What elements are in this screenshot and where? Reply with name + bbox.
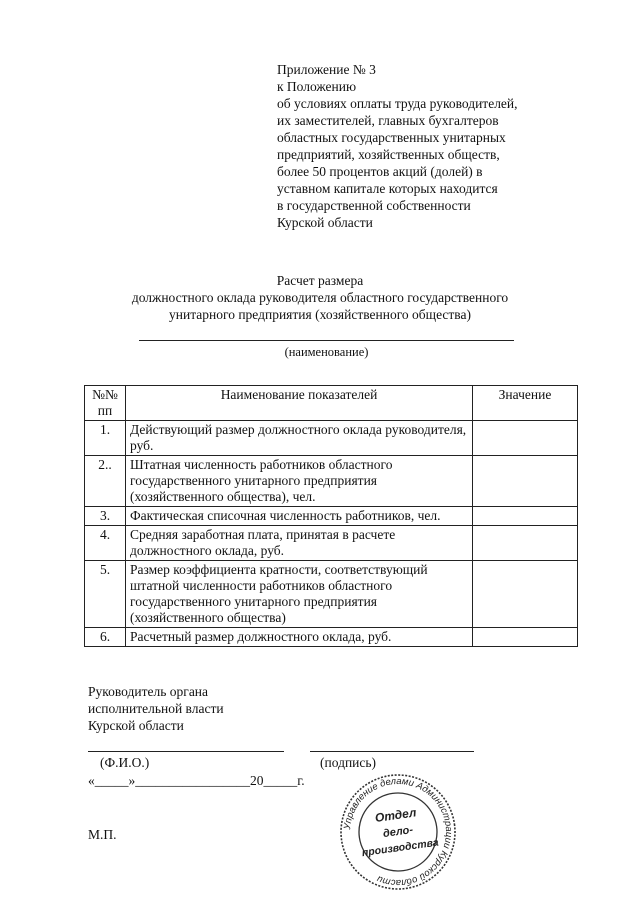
title-line: унитарного предприятия (хозяйственного общества) xyxy=(169,307,471,322)
signer-line: Курской области xyxy=(88,718,184,733)
signer-line: Руководитель органа xyxy=(88,684,209,699)
row-value xyxy=(473,507,578,526)
row-value xyxy=(473,421,578,456)
indicators-table xyxy=(84,385,578,647)
date-line: «_____»_________________20_____г. xyxy=(88,773,305,788)
name-underline xyxy=(139,340,514,341)
stamp-center-line: Отдел xyxy=(374,805,418,825)
annex-line: в государственной собственности xyxy=(277,198,471,213)
signer-block xyxy=(88,683,224,734)
annex-line: более 50 процентов акций (долей) в xyxy=(277,164,483,179)
stamp-center-line: дело- xyxy=(382,823,414,841)
table-row xyxy=(85,507,578,526)
row-number: 2.. xyxy=(85,456,126,507)
annex-block xyxy=(277,61,617,231)
row-value xyxy=(473,628,578,647)
row-value xyxy=(473,456,578,507)
name-caption: (наименование) xyxy=(284,345,369,359)
row-number: 3. xyxy=(85,507,126,526)
stamp-center-line: производства xyxy=(361,836,440,860)
annex-line: к Положению xyxy=(277,79,357,94)
row-number: 4. xyxy=(85,526,126,561)
table-row xyxy=(85,561,578,628)
row-value xyxy=(473,526,578,561)
row-number: 6. xyxy=(85,628,126,647)
title-line: Расчет размера xyxy=(276,273,364,288)
stamp-ring-text: Управление делами Администрации Курской области xyxy=(342,775,455,889)
table-row xyxy=(85,421,578,456)
annex-line: областных государственных унитарных xyxy=(277,130,506,145)
annex-line: уставном капитале которых находится xyxy=(277,181,498,196)
row-label: Действующий размер должностного оклада руководителя, руб. xyxy=(126,421,473,456)
row-label: Штатная численность работников областного государственного унитарного предприятия (хозяйственного общества), чел. xyxy=(126,456,473,507)
row-label: Размер коэффициента кратности, соответствующий штатной численности работников областного государственного унитарного предприятия (хозяйственного общества) xyxy=(126,561,473,628)
table-row xyxy=(85,628,578,647)
fio-underline xyxy=(88,751,284,752)
annex-line: предприятий, хозяйственных обществ, xyxy=(277,147,500,162)
header-indicator: Наименование показателей xyxy=(126,386,473,421)
row-label: Фактическая списочная численность работников, чел. xyxy=(126,507,473,526)
annex-line: Приложение № 3 xyxy=(277,62,376,77)
header-value: Значение xyxy=(473,386,578,421)
row-number: 1. xyxy=(85,421,126,456)
row-value xyxy=(473,561,578,628)
annex-line: Курской области xyxy=(277,215,373,230)
document-title xyxy=(0,272,640,323)
signature-underline xyxy=(310,751,474,752)
row-number: 5. xyxy=(85,561,126,628)
header-number: №№ пп xyxy=(85,386,126,421)
annex-line: их заместителей, главных бухгалтеров xyxy=(277,113,499,128)
row-label: Расчетный размер должностного оклада, руб. xyxy=(126,628,473,647)
title-line: должностного оклада руководителя областного государственного xyxy=(131,290,509,305)
official-stamp xyxy=(333,772,463,892)
signer-line: исполнительной власти xyxy=(88,701,224,716)
table-row xyxy=(85,456,578,507)
row-label: Средняя заработная плата, принятая в расчете должностного оклада, руб. xyxy=(126,526,473,561)
fio-caption: (Ф.И.О.) xyxy=(100,755,150,770)
table-header-row xyxy=(85,386,578,421)
table-row xyxy=(85,526,578,561)
signature-caption: (подпись) xyxy=(320,755,377,770)
annex-line: об условиях оплаты труда руководителей, xyxy=(277,96,518,111)
seal-place-label: М.П. xyxy=(88,827,117,842)
